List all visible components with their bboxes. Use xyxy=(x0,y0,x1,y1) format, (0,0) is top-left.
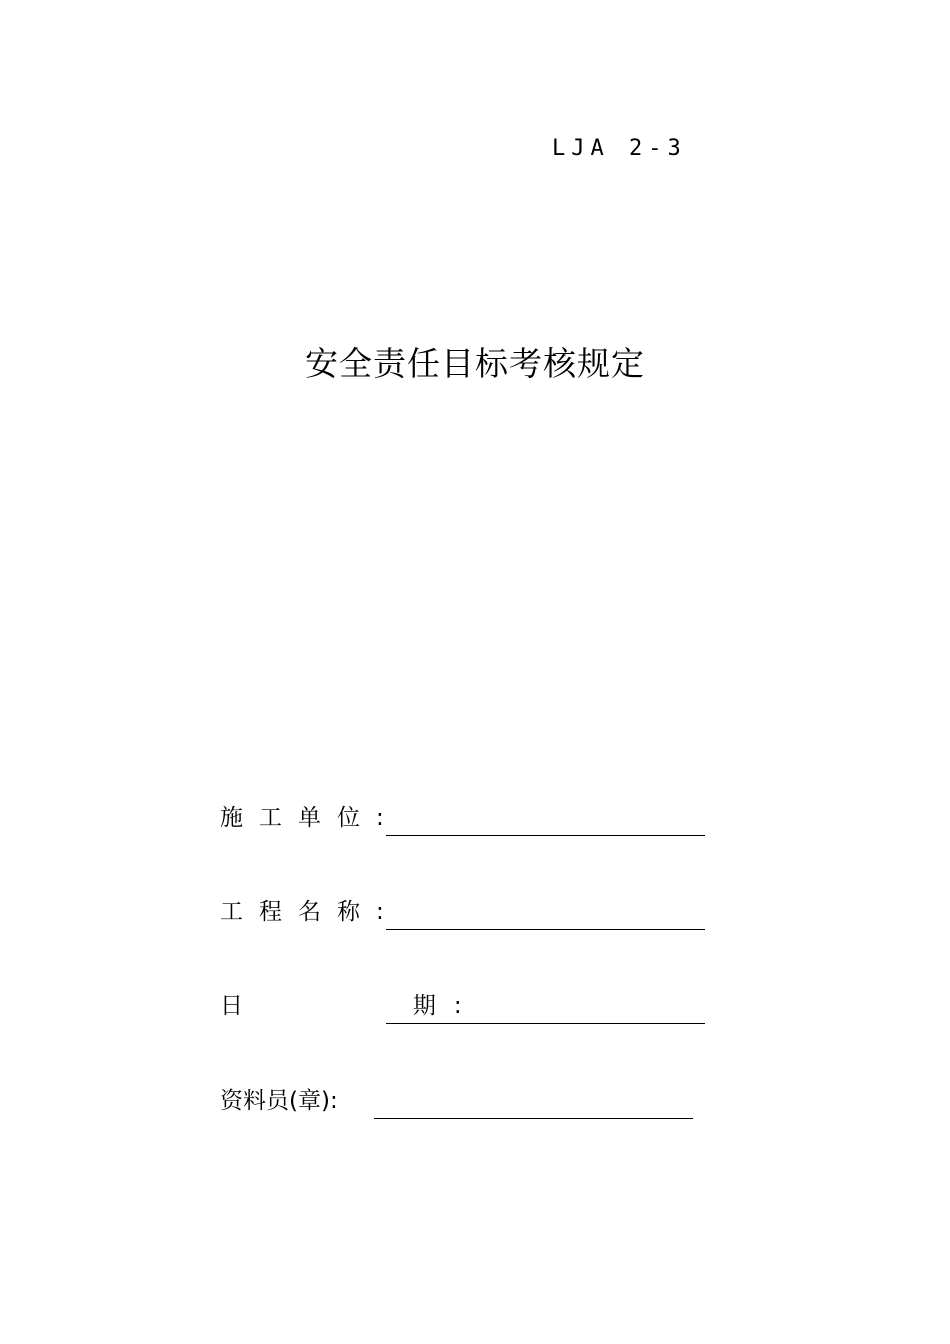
archivist-field xyxy=(220,1079,720,1119)
archivist-input-line[interactable] xyxy=(374,1118,693,1119)
archivist-label: 资料员(章): xyxy=(220,1088,338,1114)
project-name-field xyxy=(220,890,720,930)
date-input-line[interactable] xyxy=(386,1023,705,1024)
date-label: 日 期: xyxy=(220,993,480,1019)
project-name-label: 工程名称: xyxy=(220,899,400,925)
document-code: LJA 2-3 xyxy=(552,136,687,161)
date-field xyxy=(220,984,720,1024)
construction-unit-field xyxy=(220,796,720,836)
project-name-input-line[interactable] xyxy=(386,929,705,930)
construction-unit-input-line[interactable] xyxy=(386,835,705,836)
construction-unit-label: 施工单位: xyxy=(220,805,400,831)
document-title: 安全责任目标考核规定 xyxy=(305,344,645,383)
